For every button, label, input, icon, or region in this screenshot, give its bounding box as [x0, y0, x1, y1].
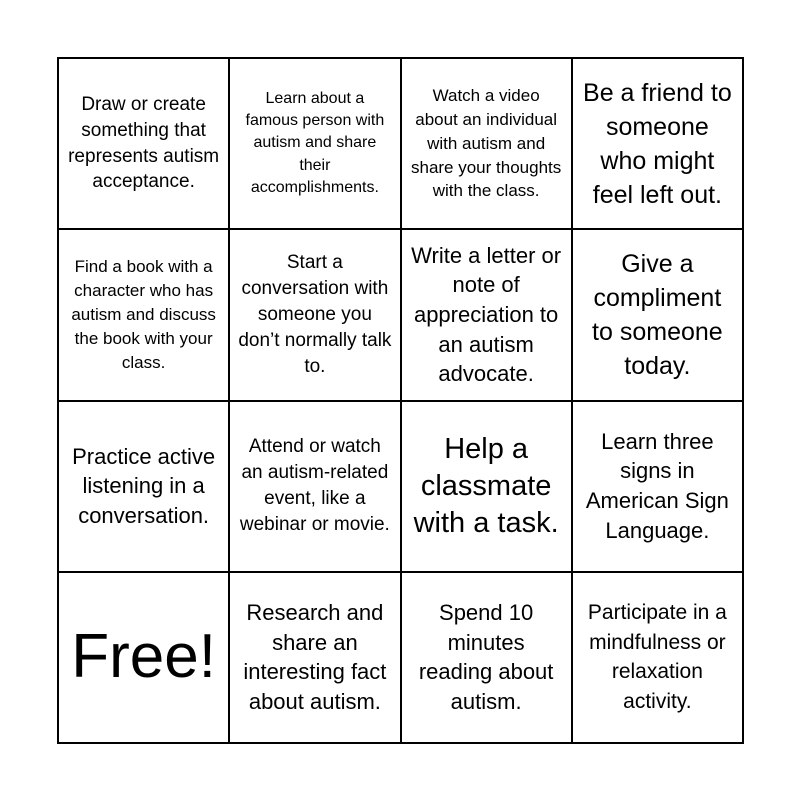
bingo-cell [402, 230, 573, 401]
bingo-cell [230, 402, 401, 573]
bingo-cell [573, 59, 744, 230]
cell-text: Learn three signs in American Sign Language. [585, 428, 729, 543]
bingo-cell [59, 230, 230, 401]
bingo-cell [573, 230, 744, 401]
cell-text: Give a compliment to someone today. [592, 249, 723, 380]
cell-text: Draw or create something that represents autism acceptance. [68, 93, 220, 193]
bingo-cell [59, 59, 230, 230]
bingo-cell [573, 402, 744, 573]
cell-text: Participate in a mindfulness or relaxation activity. [587, 600, 727, 714]
cell-text: Attend or watch an autism-related event, like a webinar or movie. [239, 436, 390, 535]
cell-text: Start a conversation with someone you don’t normally talk to. [238, 252, 392, 377]
cell-text: Write a letter or note of appreciation to an autism advocate. [411, 242, 562, 387]
bingo-cell [230, 573, 401, 744]
cell-text: Help a classmate with a task. [413, 432, 559, 539]
bingo-cell [402, 573, 573, 744]
free-space-text: Free! [71, 622, 216, 692]
bingo-cell [573, 573, 744, 744]
cell-text: Learn about a famous person with autism and share their accomplishments. [245, 89, 385, 197]
bingo-cell [402, 402, 573, 573]
bingo-board [57, 57, 744, 744]
cell-text: Spend 10 minutes reading about autism. [418, 600, 554, 715]
cell-text: Practice active listening in a conversation. [72, 443, 216, 528]
bingo-cell-free [59, 573, 230, 744]
bingo-cell [230, 59, 401, 230]
bingo-cell [59, 402, 230, 573]
cell-text: Watch a video about an individual with autism and share your thoughts with the class. [410, 86, 562, 201]
cell-text: Be a friend to someone who might feel left out. [583, 78, 732, 209]
cell-text: Research and share an interesting fact about autism. [243, 600, 387, 715]
bingo-cell [230, 230, 401, 401]
cell-text: Find a book with a character who has autism and discuss the book with your class. [71, 257, 216, 372]
bingo-cell [402, 59, 573, 230]
